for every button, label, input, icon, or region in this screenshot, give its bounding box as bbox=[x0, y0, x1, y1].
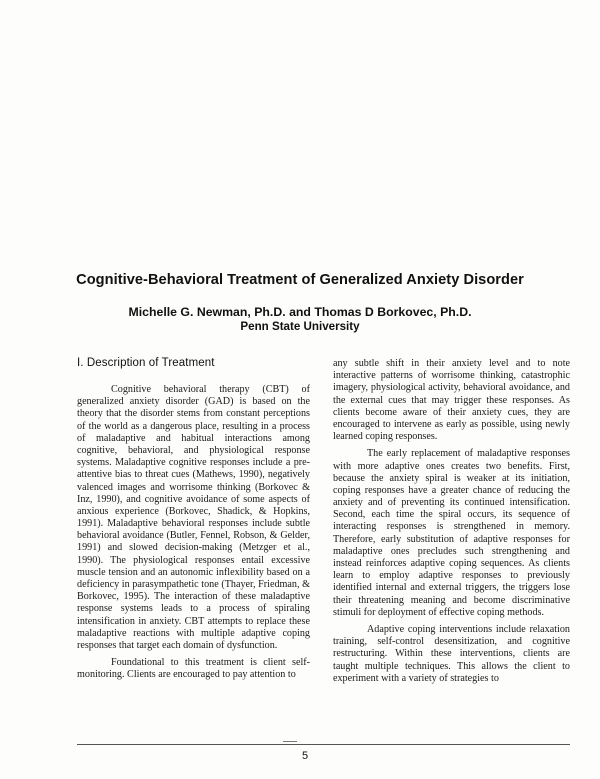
body-paragraph: Foundational to this treatment is client self-monitoring. Clients are encouraged to pay attention to bbox=[77, 657, 310, 681]
body-paragraph: any subtle shift in their anxiety level and to note interactive patterns of worrisome thinking, catastrophic imagery, physiological activity, behavioral avoidance, and the external cues that may trigger these responses. As clients become aware of their anxiety cues, they are encouraged to intervene as early as possible, using newly learned coping responses. bbox=[333, 358, 570, 443]
paper-affiliation: Penn State University bbox=[240, 320, 360, 333]
page-number: 5 bbox=[301, 750, 309, 762]
footer-rule bbox=[77, 744, 570, 745]
body-paragraph: Adaptive coping interventions include relaxation training, self-control desensitization, and cognitive restructuring. Within these interventions, clients are taught multiple techniques. This allows the client to experiment with a variety of strategies to bbox=[333, 623, 570, 684]
section-heading: I. Description of Treatment bbox=[77, 357, 215, 369]
paper-authors: Michelle G. Newman, Ph.D. and Thomas D Borkovec, Ph.D. bbox=[128, 305, 472, 319]
footer-rule-mark bbox=[283, 741, 297, 742]
paper-title: Cognitive-Behavioral Treatment of Generalized Anxiety Disorder bbox=[76, 272, 524, 288]
body-paragraph: The early replacement of maladaptive responses with more adaptive ones creates two benefits. First, because the anxiety spiral is weaker at its initiation, coping responses have a greater chance of reducing the anxiety and of preventing its continued intensification. Second, each time the spiral occurs, its sequence of interacting responses is strengthened in memory. Therefore, early substitution of adaptive responses for maladaptive ones precludes such strengthening and instead reinforces adaptive coping sequences. As clients learn to employ adaptive responses to previously identified internal and external triggers, the triggers lose their threatening meaning and become discriminative stimuli for deployment of effective coping methods. bbox=[333, 448, 570, 618]
body-paragraph: Cognitive behavioral therapy (CBT) of generalized anxiety disorder (GAD) is based on the theory that the disorder stems from constant perceptions of the world as a dangerous place, resulting in a process of maladaptive and habitual interactions among cognitive, behavioral, and physiological response systems. Maladaptive cognitive responses include a pre-attentive bias to threat cues (Mathews, 1990), negatively valenced images and worrisome thinking (Borkovec & Inz, 1990), and cognitive avoidance of some aspects of anxious experience (Borkovec, Shadick, & Hopkins, 1991). Maladaptive behavioral responses include subtle behavioral avoidance (Butler, Fennel, Robson, & Gelder, 1991) and slowed decision-making (Metzger et al., 1990). The physiological responses entail excessive muscle tension and an autonomic inflexibility based on a deficiency in parasympathetic tone (Thayer, Friedman, & Borkovec, 1995). The interaction of these maladaptive response systems leads to a process of spiraling intensification in anxiety. CBT attempts to replace these maladaptive reactions with multiple adaptive coping responses that target each domain of dysfunction. bbox=[77, 384, 310, 651]
left-column bbox=[77, 356, 310, 682]
right-column bbox=[333, 358, 570, 685]
